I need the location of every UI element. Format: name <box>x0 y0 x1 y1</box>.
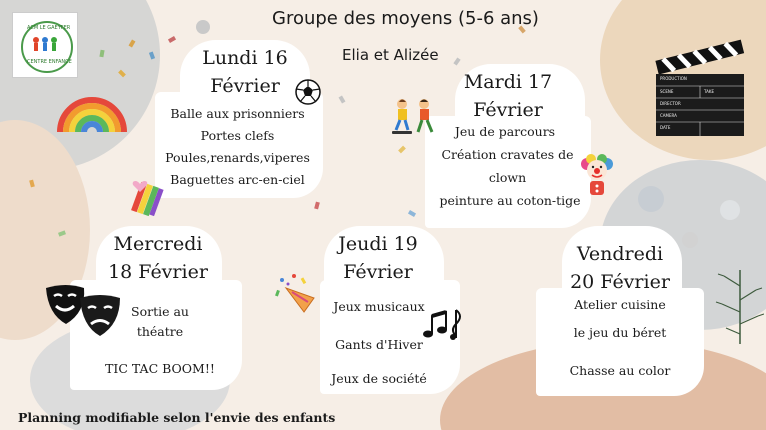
mardi-title-line1: Mardi 17 <box>463 71 553 93</box>
mardi-activity-4: peinture au coton-tige <box>439 193 581 208</box>
branch-decoration-icon <box>710 266 764 346</box>
lundi-title-line1: Lundi 16 <box>202 47 288 69</box>
music-notes-icon <box>422 306 466 342</box>
jeudi-title-line1: Jeudi 19 <box>338 233 418 255</box>
party-popper-icon <box>274 272 318 316</box>
rainbow-icon <box>56 84 128 136</box>
vendredi-title-line2: 20 Février <box>570 271 670 293</box>
jeudi-activity-2: Gants d'Hiver <box>335 337 423 352</box>
confetti-10 <box>408 210 416 217</box>
clapper-line-production: PRODUCTION <box>660 76 687 81</box>
logo-icon <box>12 12 78 78</box>
mardi-activity-2: Création cravates de <box>441 147 574 162</box>
vendredi-activity-2: le jeu du béret <box>573 325 667 340</box>
soccer-ball-icon <box>294 78 322 106</box>
mercredi-activity-3: TIC TAC BOOM!! <box>105 361 215 376</box>
dot-2 <box>638 186 664 212</box>
confetti-3 <box>168 36 176 43</box>
logo-top-text: ACM LE GAEYFER <box>27 25 71 31</box>
mardi-title-line2: Février <box>473 99 543 121</box>
logo-children-figures <box>31 35 59 55</box>
mercredi-title-line2: 18 Février <box>108 261 208 283</box>
footer-note: Planning modifiable selon l'envie des enfants <box>18 410 336 425</box>
jeudi-activity-1: Jeux musicaux <box>333 299 425 314</box>
clapper-line-camera: CAMERA <box>660 113 677 118</box>
dot-3 <box>720 200 740 220</box>
clown-icon <box>580 154 614 200</box>
page-title: Groupe des moyens (5-6 ans) <box>272 8 539 29</box>
lgbt-heart-hands-icon <box>128 176 164 220</box>
confetti-9 <box>398 146 406 154</box>
dot-1 <box>196 20 210 34</box>
confetti-14 <box>453 57 460 65</box>
lundi-activity-4: Baguettes arc-en-ciel <box>170 172 305 187</box>
mercredi-activity-2: théatre <box>136 324 184 339</box>
lundi-activity-1: Balle aux prisonniers <box>170 106 305 121</box>
mercredi-title-line1: Mercredi <box>113 233 203 255</box>
clapper-line-scene: SCENE <box>660 89 674 94</box>
lundi-title-line2: Février <box>210 75 280 97</box>
lundi-activity-3: Poules,renards,viperes <box>165 150 310 165</box>
clapper-line-director: DIRECTOR <box>660 101 681 106</box>
mardi-activity-1: Jeu de parcours <box>454 124 556 139</box>
confetti-8 <box>339 95 346 103</box>
vendredi-activity-3: Chasse au color <box>569 363 671 378</box>
mercredi-activity-1: Sortie au <box>131 304 189 319</box>
logo-bottom-text: CENTRE ENFANCE <box>27 59 72 65</box>
lundi-activity-2: Portes clefs <box>200 128 275 143</box>
clapper-line-date: DATE <box>660 125 671 130</box>
jeudi-title-line2: Février <box>343 261 413 283</box>
page-subtitle: Elia et Alizée <box>342 46 439 64</box>
clapper-line-take: TAKE <box>704 89 715 94</box>
confetti-11 <box>314 202 320 210</box>
vendredi-activity-1: Atelier cuisine <box>574 297 666 312</box>
mardi-activity-3: clown <box>488 170 527 185</box>
jeudi-activity-3: Jeux de société <box>331 371 427 386</box>
clapperboard-icon <box>650 28 750 140</box>
children-playing-icon <box>390 98 440 138</box>
theatre-masks-icon <box>44 282 122 340</box>
vendredi-title-line1: Vendredi <box>576 243 664 265</box>
